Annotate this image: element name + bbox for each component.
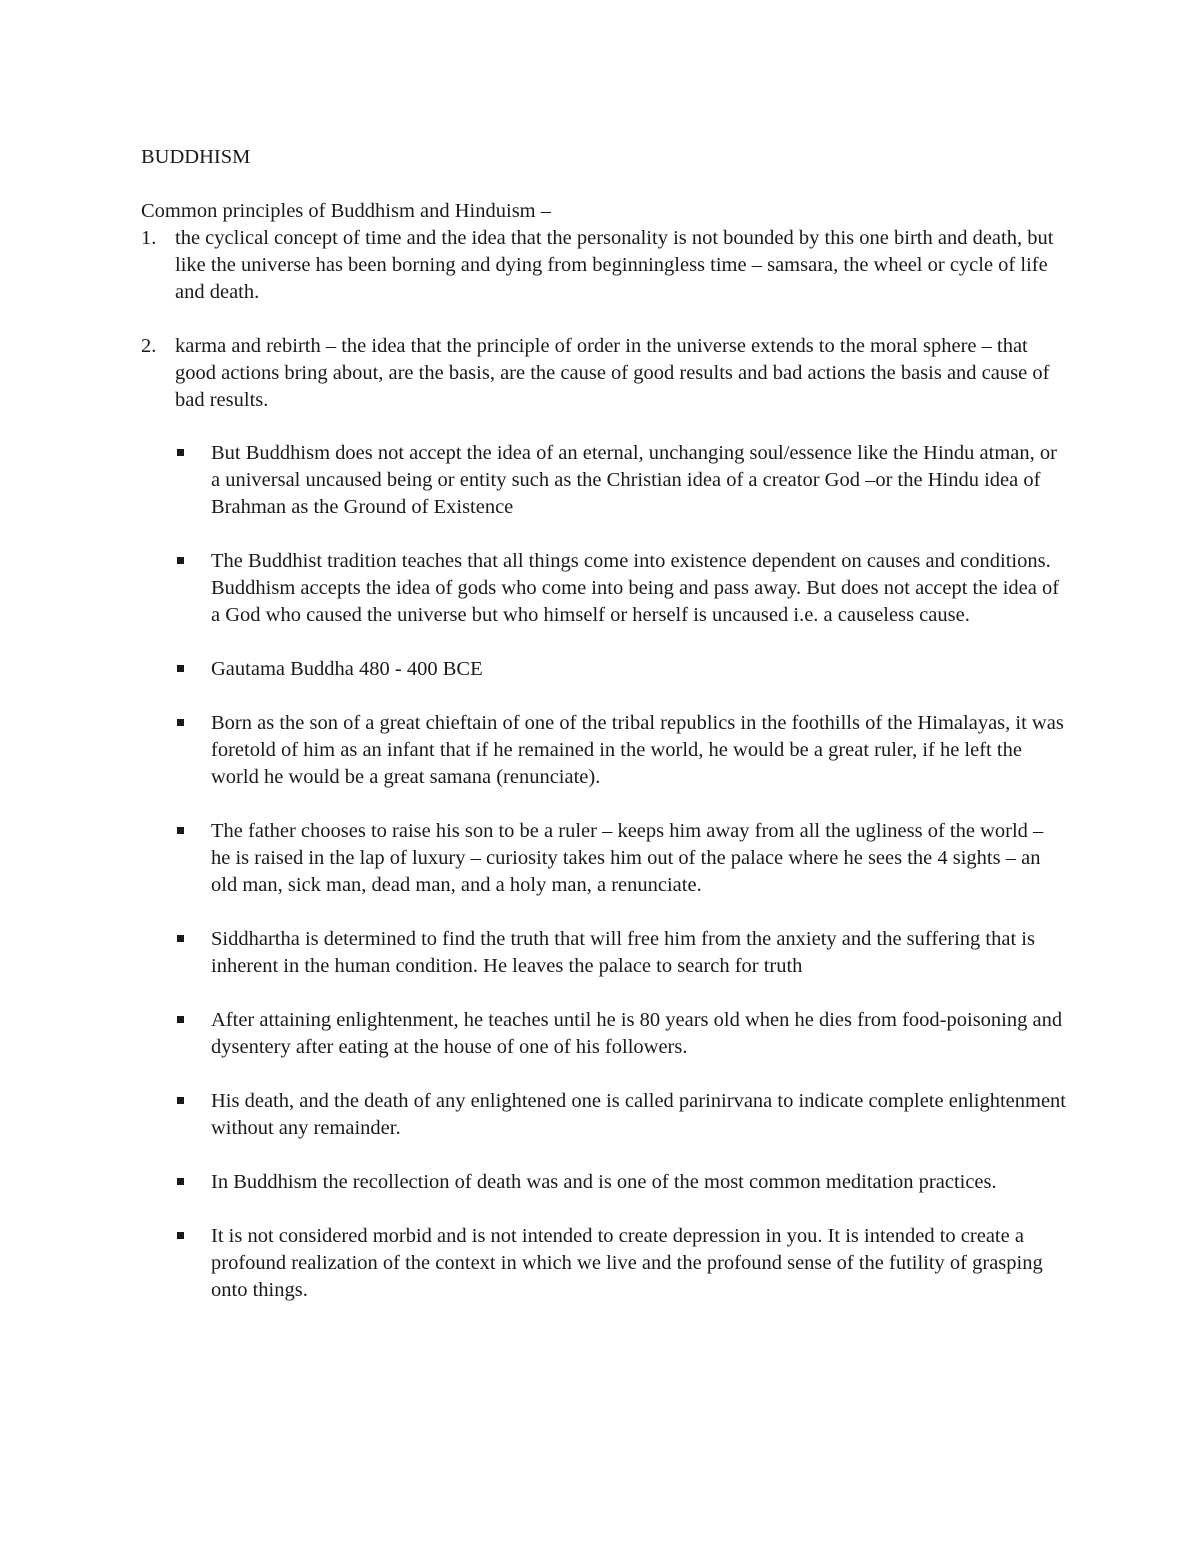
square-bullet-icon <box>177 1097 184 1104</box>
bullet-item <box>176 710 1066 791</box>
square-bullet-icon <box>177 1232 184 1239</box>
intro-heading: Common principles of Buddhism and Hinduism – <box>141 200 551 222</box>
square-bullet-icon <box>177 665 184 672</box>
bullet-item <box>176 548 1066 629</box>
bullet-text: In Buddhism the recollection of death was and is one of the most common meditation practices. <box>211 1171 997 1193</box>
bullet-text: The Buddhist tradition teaches that all things come into existence dependent on causes and conditions. Buddhism accepts the idea of gods who come into being and pass away. But does not accept the idea of a God who caused the universe but who himself or herself is uncaused i.e. a causeless cause. <box>211 550 1060 626</box>
square-bullet-icon <box>177 719 184 726</box>
bullet-text: Born as the son of a great chieftain of one of the tribal republics in the foothills of the Himalayas, it was foretold of him as an infant that if he remained in the world, he would be a great ruler, if he left the world he would be a great samana (renunciate). <box>211 712 1064 788</box>
bullet-text: Siddhartha is determined to find the truth that will free him from the anxiety and the suffering that is inherent in the human condition. He leaves the palace to search for truth <box>211 928 1035 977</box>
bullet-item <box>176 1088 1066 1142</box>
square-bullet-icon <box>177 935 184 942</box>
square-bullet-icon <box>177 557 184 564</box>
bullet-text: It is not considered morbid and is not intended to create depression in you. It is intended to create a profound realization of the context in which we live and the profound sense of the futility of grasping onto things. <box>211 1225 1043 1301</box>
bullet-text: The father chooses to raise his son to be a ruler – keeps him away from all the ugliness of the world – he is raised in the lap of luxury – curiosity takes him out of the palace where he sees the 4 sights – an old man, sick man, dead man, and a holy man, a renunciate. <box>211 820 1044 896</box>
numbered-item-1 <box>141 225 1061 306</box>
bullet-item <box>176 1223 1066 1304</box>
bullet-list <box>176 440 1066 1331</box>
square-bullet-icon <box>177 449 184 456</box>
bullet-text: Gautama Buddha 480 - 400 BCE <box>211 658 483 680</box>
bullet-item <box>176 1169 1066 1196</box>
square-bullet-icon <box>177 1016 184 1023</box>
square-bullet-icon <box>177 1178 184 1185</box>
numbered-item-marker: 1. <box>141 227 157 249</box>
bullet-item <box>176 926 1066 980</box>
bullet-item <box>176 818 1066 899</box>
numbered-item-2 <box>141 333 1061 414</box>
bullet-text: But Buddhism does not accept the idea of an eternal, unchanging soul/essence like the Hindu atman, or a universal uncaused being or entity such as the Christian idea of a creator God –or the Hindu idea of Brahman as the Ground of Existence <box>211 442 1057 518</box>
bullet-text: His death, and the death of any enlightened one is called parinirvana to indicate complete enlightenment without any remainder. <box>211 1090 1067 1139</box>
square-bullet-icon <box>177 827 184 834</box>
document-title: BUDDHISM <box>141 146 251 168</box>
numbered-item-text: the cyclical concept of time and the idea that the personality is not bounded by this one birth and death, but like the universe has been borning and dying from beginningless time – samsara, the wheel or cycle of life and death. <box>175 227 1054 303</box>
bullet-item <box>176 440 1066 521</box>
bullet-item <box>176 656 1066 683</box>
numbered-item-marker: 2. <box>141 335 157 357</box>
numbered-item-text: karma and rebirth – the idea that the principle of order in the universe extends to the moral sphere – that good actions bring about, are the basis, are the cause of good results and bad actions the basis and cause of bad results. <box>175 335 1050 411</box>
bullet-text: After attaining enlightenment, he teaches until he is 80 years old when he dies from food-poisoning and dysentery after eating at the house of one of his followers. <box>211 1009 1063 1058</box>
bullet-item <box>176 1007 1066 1061</box>
